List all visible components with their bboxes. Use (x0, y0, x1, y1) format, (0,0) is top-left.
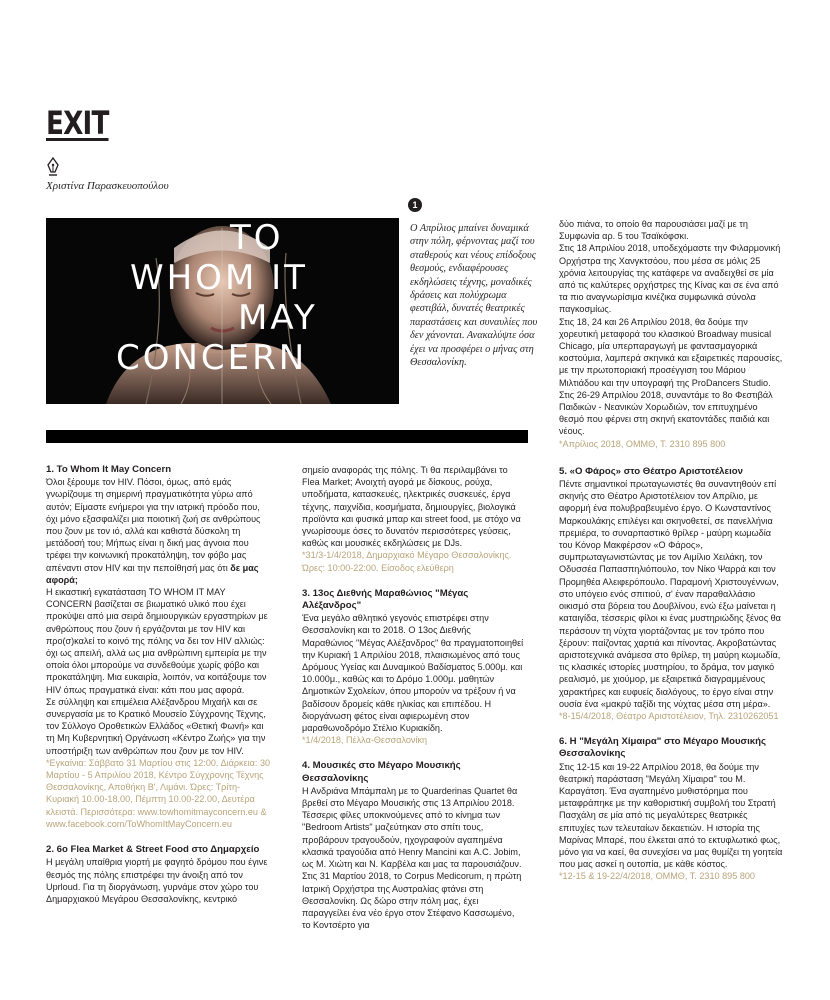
column-3 (559, 218, 784, 897)
article-paragraph: Στις 26-29 Απριλίου 2018, συναντάμε το 8ο Φεστιβάλ Παιδικών - Νεανικών Χορωδιών, τον επιτυχημένο θεσμό που φέρνει στη σκηνή εκατοντάδες παιδιά και νέους. (559, 389, 773, 437)
article-paragraph: δύο πιάνα, το οποίο θα παρουσιάσει μαζί με τη Συμφωνία αρ. 5 του Τσαϊκόφσκι. (559, 219, 748, 242)
hero-title-line: TO (230, 218, 284, 258)
article-5 (559, 466, 784, 722)
section-title: EXIT (46, 104, 109, 142)
article-paragraph: Στις 31 Μαρτίου 2018, το Corpus Medicorum, η πρώτη Ιατρική Ορχήστρα της Αυστραλίας φτάνει στη Θεσσαλονίκη. Ως δώρο στην πόλη μας, έχει παραγγείλει ένα νέο έργο στον Στέφανο Κασσωμένο, το Κοντσέρτο για (302, 871, 522, 931)
article-info: *Εγκαίνια: Σάββατο 31 Μαρτίου στις 12:00. Διάρκεια: 30 Μαρτίου - 5 Απριλίου 2018, Κέντρο Σύγχρονης Τέχνης Θεσσαλονίκης, Αποθήκη Β', Λιμάνι. Ώρες: Τρίτη-Κυριακή 10.00-18.00, Πέμπτη 10.00-22.00, Δευτέρα κλειστά. Περισσότερα: www.towhomitmayconcern.eu & www.facebook.com/ToWhomItMayConcern.eu (46, 757, 271, 829)
article-paragraph: Σε σύλληψη και επιμέλεια Αλέξανδρου Μιχαήλ και σε συνεργασία με το Κρατικό Μουσείο Σύγχρονης Τέχνης, τον Σύλλογο Οροθετικών Ελλάδος «Θετική Φωνή» και τη Μη Κυβερνητική Οργάνωση «Κέντρο Ζωής» για την υποστήριξη των ανθρώπων που ζουν με τον HIV. (46, 696, 266, 756)
author-name: Χριστίνα Παρασκευοπούλου (46, 180, 169, 192)
article-3 (302, 588, 524, 747)
article-bold-text: δε μας αφορά; (46, 562, 259, 585)
hero-image (46, 218, 399, 404)
hero-title-line: WHOM IT (130, 258, 308, 298)
article-paragraph: Στις 18, 24 και 26 Απριλίου 2018, θα δούμε την χορευτική μεταφορά του κλασικού Broadway musical Chicago, μία υπερπαραγωγή με φαντασμαγορικά κοστούμια, λαμπερά σκηνικά και εξαιρετικές παρουσίες, με την πρωτοποριακή προσέγγιση του Μάριου Μιλτιάδου και την υπογραφή της ProDancers Studio. (559, 316, 783, 388)
article-title: 6. Η "Μεγάλη Χίμαιρα" στο Μέγαρο Μουσικής Θεσσαλονίκης (559, 736, 766, 760)
article-info: *8-15/4/2018, Θέατρο Αριστοτέλειον, Τηλ. 2310262051 (559, 710, 779, 721)
feature-number-badge: 1 (408, 198, 422, 212)
article-2 (46, 844, 271, 905)
article-info: *31/3-1/4/2018, Δημαρχιακό Μέγαρο Θεσσαλονίκης. Ώρες: 10:00-22:00. Είσοδος ελεύθερη (302, 550, 512, 573)
article-title: 4. Μουσικές στο Μέγαρο Μουσικής Θεσσαλονίκης (302, 760, 461, 784)
article-paragraph: Ένα μεγάλο αθλητικό γεγονός επιστρέφει στην Θεσσαλονίκη και το 2018. Ο 13ος Διεθνής Μαραθώνιος "Μέγας Αλέξανδρος" θα πραγματοποιηθεί την Κυριακή 1 Απριλίου 2018, πλαισιωμένος από τους Δρόμους Υγείας και Δυναμικού Βαδίσματος 5.000μ. και 10.000μ., καθώς και το Δρόμο 1.000μ. μαθητών Δημοτικών Σχολείων, όπου μπορούν να τρέξουν ή να βαδίσουν δρομείς κάθε ηλικίας και επιπέδου. Η διοργάνωση φέτος είναι αφιερωμένη στον μαραθωνοδρόμο Στέλιο Κυριακίδη. (302, 613, 524, 734)
article-title: 3. 13ος Διεθνής Μαραθώνιος "Μέγας Αλέξανδρος" (302, 587, 469, 612)
article-paragraph: Η μεγάλη υπαίθρια γιορτή με φαγητό δρόμου που έγινε θεσμός της πόλης επιστρέφει την άνοιξη από τον Uprloud. Για τη διοργάνωση, γυρνάμε στον χώρο του Δημαρχιακού Μεγάρου Θεσσαλονίκης, κεντρικό (46, 857, 268, 904)
article-info: *1/4/2018, Πέλλα-Θεσσαλονίκη (302, 735, 428, 746)
article-info: *12-15 & 19-22/4/2018, ΟΜΜΘ, Τ. 2310 895 800 (559, 871, 755, 882)
article-paragraph: σημείο αναφοράς της πόλης. Τι θα περιλαμβάνει το Flea Market; Ανοιχτή αγορά με δίσκους, ρούχα, υποδήματα, κατασκευές, ηλεκτρικές συσκευές, έργα τέχνης, παιχνίδια, κοσμήματα, δημιουργίες, βιολογικά προϊόντα και φυσικά μπαρ και street food, με στόχο να γνωρίσουμε όσες το δυνατόν περισσότερες γεύσεις, καθώς και μουσικές εκδηλώσεις με DJs. (302, 465, 521, 549)
hero-title (116, 218, 318, 378)
article-paragraph (46, 476, 271, 586)
column-1 (46, 464, 271, 919)
article-paragraph: Στις 18 Απριλίου 2018, υποδεχόμαστε την Φιλαρμονική Ορχήστρα της Χανγκτσόου, που μέσα σε μόλις 25 χρόνια λειτουργίας της κατάφερε να αναδειχθεί σε μία από τις καλύτερες ορχήστρες της Κίνας και σε ένα από τα πιο αναγνωρίσιμα κινέζικα συμφωνικά σύνολα παγκοσμίως. (559, 243, 781, 315)
divider-bar (46, 430, 528, 443)
column-2 (302, 464, 524, 945)
article-6 (559, 736, 784, 882)
article-paragraph: Πέντε σημαντικοί πρωταγωνιστές θα συναντηθούν επί σκηνής στο Θέατρο Αριστοτέλειον τον Απρίλιο, με αφορμή ένα πολυβραβευμένο έργο. Ο Κωνσταντίνος Μαρκουλάκης επιλέγει και σκηνοθετεί, σε πανελλήνια πρεμιέρα, το συναρπαστικό θρίλερ - μαύρη κωμωδία του Κόνορ Μακφέρσον «Ο Φάρος», συμπρωταγωνιστώντας με τον Αιμίλιο Χειλάκη, τον Οδυσσέα Παπασπηλιόπουλο, τον Νίκο Ψαρρά και τον Προμηθέα Αλειφερόπουλο. Παραμονή Χριστουγέννων, στο υπόγειο ενός σπιτιού, σ' έναν παραθαλλάσιο οικισμό στα βόρεια του Δουβλίνου, ενώ έξω μαίνεται η καταιγίδα, τέσσερις φίλοι κι ένας μυστηριώδης ξένος θα περάσουν τη νύχτα γιορτάζοντας με τον τρόπο που ξέρουν: παίζοντας χαρτιά και πίνοντας. Ακροβατώντας αριστοτεχνικά ανάμεσα στο θρίλερ, τη μαύρη κωμωδία, τις κλασικές ιστορίες μυστηρίου, το δράμα, τον μαγικό ρεαλισμό, με χιούμορ, με εξαιρετικά διαγραμμένους χαρακτήρες και ευφυείς διαλόγους, το έργο είναι στην ουσία ένα «μακρύ ταξίδι της νύχτας μέσα στη μέρα». (559, 479, 781, 709)
article-2-continued (302, 464, 524, 574)
article-paragraph: Στις 12-15 και 19-22 Απριλίου 2018, θα δούμε την θεατρική παράσταση "Μεγάλη Χίμαιρα" του Μ. Καραγάτση. Ένα αγαπημένο μυθιστόρημα που μεταφράπηκε με την καθοριστική συμβολή του Στρατή Πασχάλη σε μία από τις μεγαλύτερες θεατρικές επιτυχίες των τελευταίων δεκαετιών. Η ιστορία της Μαρίνας Μπαρέ, που έλκεται από το εκτυφλωτικό φως, μόνο για να καεί, θα συνεχίσει να μας θυμίζει τη γοητεία που μας ασκεί η ουτοπία, με κάθε κόστος. (559, 761, 783, 870)
article-info: *Απρίλιος 2018, ΟΜΜΘ, Τ. 2310 895 800 (559, 438, 726, 449)
article-text: Όλοι ξέρουμε τον HIV. Πόσοι, όμως, από εμάς γνωρίζουμε τη σημερινή πραγματικότητα γύρω από αυτόν; Είμαστε ενήμεροι για την ιατρική πρόοδο που, όχι μόνο εξασφαλίζει μια ποιοτική ζωή σε ανθρώπους που ζουν με τον ιό, αλλά και καθιστά δύσκολη τη μετάδοσή του; Μήπως είναι η δική μας άγνοια που τρέφει την κοινωνική προκατάληψη, τον φόβο μας απέναντι στον HIV και την πεποίθησή μας ότι (46, 477, 261, 573)
hero-title-line: CONCERN (116, 338, 308, 378)
article-1 (46, 464, 271, 830)
article-4 (302, 760, 524, 931)
article-title: 2. 6ο Flea Market & Street Food στο Δημαρχείο (46, 844, 260, 856)
hero-title-line: MAY (238, 298, 318, 338)
article-title: 1. To Whom It May Concern (46, 464, 172, 475)
article-title: 5. «Ο Φάρος» στο Θέατρο Αριστοτέλειον (559, 465, 743, 477)
article-paragraph: Η εικαστική εγκατάσταση TO WHOM IT MAY CONCERN βασίζεται σε βιωματικό υλικό που έχει προκύψει από μια σειρά δημιουργικών εργαστηρίων με ανθρώπους που ζουν ή εργάζονται με τον HIV και προ(σ)καλεί το κοινό της πόλης να δει τον HIV αλλιώς: όχι ως απειλή, αλλά ως μια ανθρώπινη εμπειρία με την οποία όλοι μπορούμε να συνδεθούμε χωρίς φόβο και προκατάληψη. Μια ευκαιρία, λοιπόν, να κοιτάξουμε τον HIV όπως πραγματικά είναι: κάτι που μας αφορά. (46, 587, 268, 695)
article-4-continued (559, 218, 784, 450)
intro-text: Ο Απρίλιος μπαίνει δυναμικά στην πόλη, φέρνοντας μαζί του σταθερούς και νέους επίδοξους θεσμούς, ενδιαφέρουσες εκδηλώσεις τέχνης, μοναδικές δράσεις και πολύχρωμα φεστιβάλ, δυνατές θεατρικές παραστάσεις και συναυλίες που δεν χάνονται. Ανακαλύψτε όσα έχει να προσφέρει ο μήνας στη Θεσσαλονίκη. (410, 223, 538, 369)
pen-nib-icon (46, 156, 60, 178)
article-paragraph: Η Ανδριάνα Μπάμπαλη με το Quarderinas Quartet θα βρεθεί στο Μέγαρο Μουσικής στις 13 Απριλίου 2018. Τέσσερις φίλες υποκινούμενες από το κίνημα των "Bedroom Artists" μαζεύτηκαν στο σπίτι τους, προβάρουν τραγουδούν, ηχογραφούν αγαπημένα κλασικά τραγούδια από Henry Mancini και A.C. Jobim, ως Μ. Χιώτη και Ν. Καρβέλα και μας τα παρουσιάζουν. (302, 785, 522, 870)
